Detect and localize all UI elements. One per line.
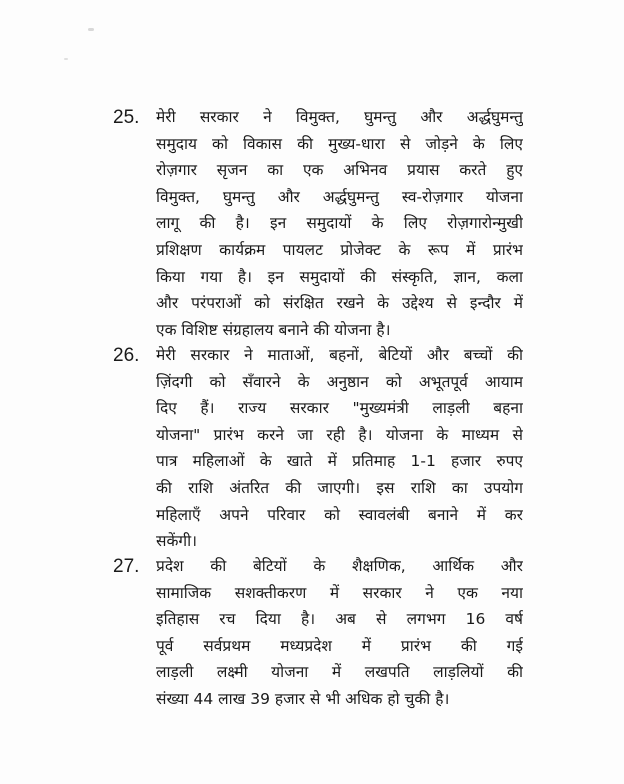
text-line: एक विशिष्ट संग्रहालय बनाने की योजना है। (156, 320, 391, 339)
paragraph-text (156, 553, 523, 713)
text-line: मेरी सरकार ने विमुक्त, घुमन्तु और अर्द्धघुमन्तु (156, 108, 523, 126)
text-line: रोज़गार सृजन का एक अभिनव प्रयास करते हुए (156, 161, 523, 180)
text-line: इतिहास रच दिया है। अब से लगभग 16 वर्ष (156, 610, 523, 629)
text-line: सामाजिक सशक्तीकरण में सरकार ने एक नया (156, 583, 523, 602)
text-line: समुदाय को विकास की मुख्य-धारा से जोड़ने के लिए (156, 134, 523, 153)
text-line: और परंपराओं को संरक्षित रखने के उद्देश्य से इन्दौर में (156, 294, 523, 313)
text-line: प्रदेश की बेटियों के शैक्षणिक, आर्थिक और (156, 557, 523, 575)
text-line: ज़िंदगी को सँवारने के अनुष्ठान को अभूतपूर्व आयाम (156, 372, 523, 391)
text-line: लागू की है। इन समुदायों के लिए रोज़गारोन्मुखी (156, 214, 523, 233)
paragraph-26 (113, 342, 523, 555)
text-line: सकेंगी। (156, 532, 197, 551)
text-line: विमुक्त, घुमन्तु और अर्द्धघुमन्तु स्व-रोज़गार योजना (156, 187, 523, 206)
text-line: महिलाएँ अपने परिवार को स्वावलंबी बनाने में कर (156, 505, 523, 524)
text-line: लाड़ली लक्ष्मी योजना में लखपति लाड़लियों की (156, 663, 523, 682)
text-line: पूर्व सर्वप्रथम मध्यप्रदेश में प्रारंभ की गई (156, 636, 523, 655)
text-line: की राशि अंतरित की जाएगी। इस राशि का उपयोग (156, 478, 523, 497)
text-line: मेरी सरकार ने माताओं, बहनों, बेटियों और बच्चों की (156, 346, 523, 364)
text-line: पात्र महिलाओं के खाते में प्रतिमाह 1-1 हजार रुपए (156, 452, 523, 471)
paragraph-number: 25. (113, 107, 140, 128)
text-line: संख्या 44 लाख 39 हजार से भी अधिक हो चुकी है। (156, 689, 450, 708)
paragraph-25 (113, 104, 523, 343)
text-line: योजना" प्रारंभ करने जा रही है। योजना के माध्यम से (156, 425, 523, 444)
paragraph-number: 26. (113, 345, 140, 366)
paragraph-text (156, 342, 523, 555)
scan-mark (88, 28, 94, 31)
text-line: किया गया है। इन समुदायों की संस्कृति, ज्ञान, कला (156, 267, 523, 286)
text-line: प्रशिक्षण कार्यक्रम पायलट प्रोजेक्ट के रूप में प्रारंभ (156, 240, 523, 259)
paragraph-27 (113, 553, 523, 713)
text-line: दिए हैं। राज्य सरकार "मुख्यमंत्री लाड़ली बहना (156, 399, 523, 418)
scan-mark (64, 58, 68, 60)
paragraph-number: 27. (113, 556, 140, 577)
paragraph-text (156, 104, 523, 343)
